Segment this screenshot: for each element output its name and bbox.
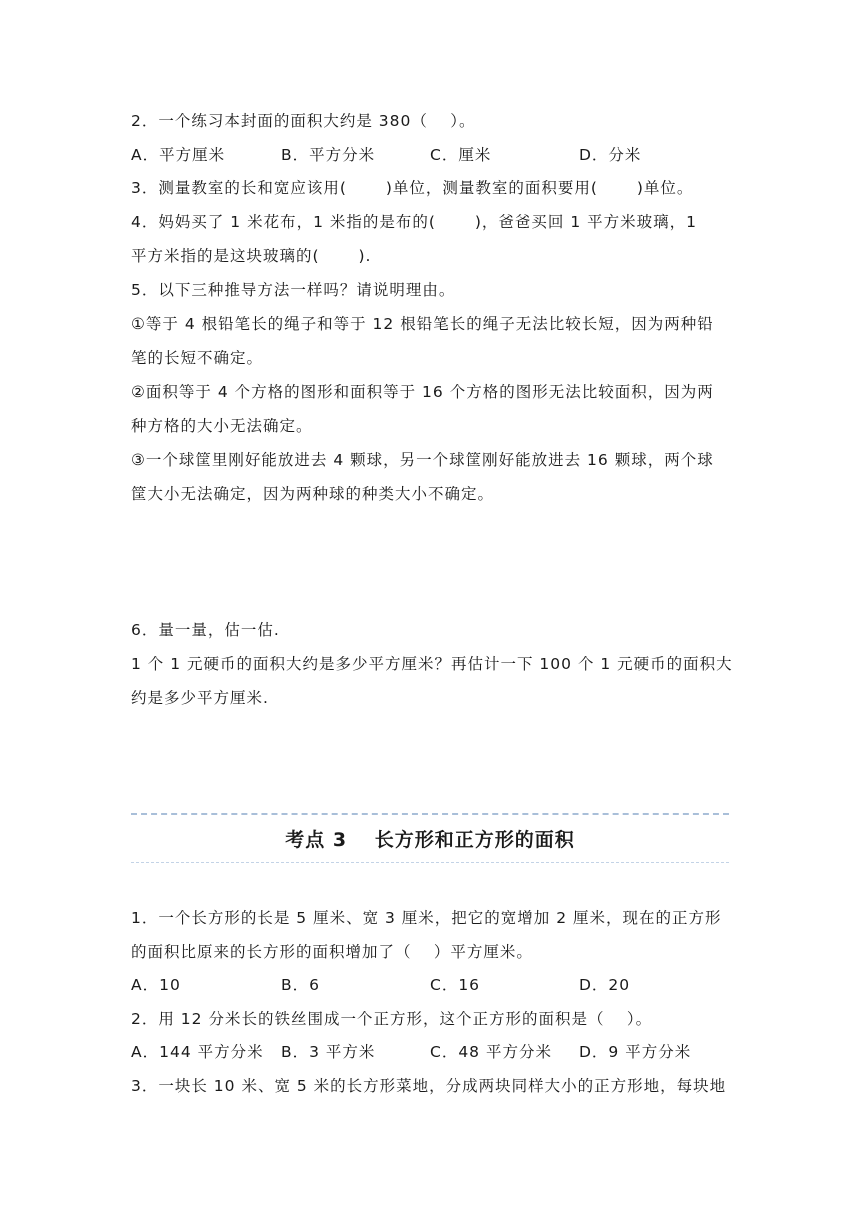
question-5-item3-line1: ③一个球筐里刚好能放进去 4 颗球，另一个球筐刚好能放进去 16 颗球，两个球 xyxy=(131,451,714,469)
question-5-item1-line1: ①等于 4 根铅笔长的绳子和等于 12 根铅笔长的绳子无法比较长短，因为两种铅 xyxy=(131,315,714,333)
question-5-item3-line2: 筐大小无法确定，因为两种球的种类大小不确定。 xyxy=(131,485,495,503)
option-c: C．16 xyxy=(430,976,481,994)
option-d: D．9 平方分米 xyxy=(579,1043,692,1061)
question-6-stem: 6．量一量，估一估. xyxy=(131,621,280,639)
option-a: A．10 xyxy=(131,976,181,994)
option-c: C．厘米 xyxy=(430,146,492,164)
option-c: C．48 平方分米 xyxy=(430,1043,552,1061)
option-b: B．6 xyxy=(281,976,320,994)
s2-question-1-line1: 1．一个长方形的长是 5 厘米、宽 3 厘米，把它的宽增加 2 厘米，现在的正方形 xyxy=(131,909,722,927)
section-divider-bottom xyxy=(131,862,729,863)
question-4-line1: 4．妈妈买了 1 米花布，1 米指的是布的( )，爸爸买回 1 平方米玻璃，1 xyxy=(131,213,697,231)
section-divider-top xyxy=(131,813,729,815)
option-a: A．144 平方分米 xyxy=(131,1043,264,1061)
question-5-stem: 5．以下三种推导方法一样吗？请说明理由。 xyxy=(131,281,456,299)
question-5-item1-line2: 笔的长短不确定。 xyxy=(131,349,264,367)
option-d: D．20 xyxy=(579,976,631,994)
option-d: D．分米 xyxy=(579,146,642,164)
section-title: 考点 3 长方形和正方形的面积 xyxy=(285,829,575,851)
question-6-line1: 1 个 1 元硬币的面积大约是多少平方厘米？再估计一下 100 个 1 元硬币的面积大 xyxy=(131,655,733,673)
question-6-line2: 约是多少平方厘米. xyxy=(131,689,269,707)
option-a: A．平方厘米 xyxy=(131,146,226,164)
question-3: 3．测量教室的长和宽应该用( )单位，测量教室的面积要用( )单位。 xyxy=(131,179,694,197)
s2-question-1-options xyxy=(131,975,731,995)
question-5-item2-line2: 种方格的大小无法确定。 xyxy=(131,417,313,435)
s2-question-1-line2: 的面积比原来的长方形的面积增加了（ ）平方厘米。 xyxy=(131,943,533,961)
question-5-item2-line1: ②面积等于 4 个方格的图形和面积等于 16 个方格的图形无法比较面积，因为两 xyxy=(131,383,714,401)
option-b: B．平方分米 xyxy=(281,146,376,164)
option-b: B．3 平方米 xyxy=(281,1043,376,1061)
question-4-line2: 平方米指的是这块玻璃的( ). xyxy=(131,247,372,265)
s2-question-3-line1: 3．一块长 10 米、宽 5 米的长方形菜地，分成两块同样大小的正方形地，每块地 xyxy=(131,1077,727,1095)
s2-question-2-options xyxy=(131,1042,731,1062)
question-2-stem: 2．一个练习本封面的面积大约是 380（ ）。 xyxy=(131,112,476,130)
s2-question-2-stem: 2．用 12 分米长的铁丝围成一个正方形，这个正方形的面积是（ ）。 xyxy=(131,1010,653,1028)
question-2-options xyxy=(131,145,731,165)
